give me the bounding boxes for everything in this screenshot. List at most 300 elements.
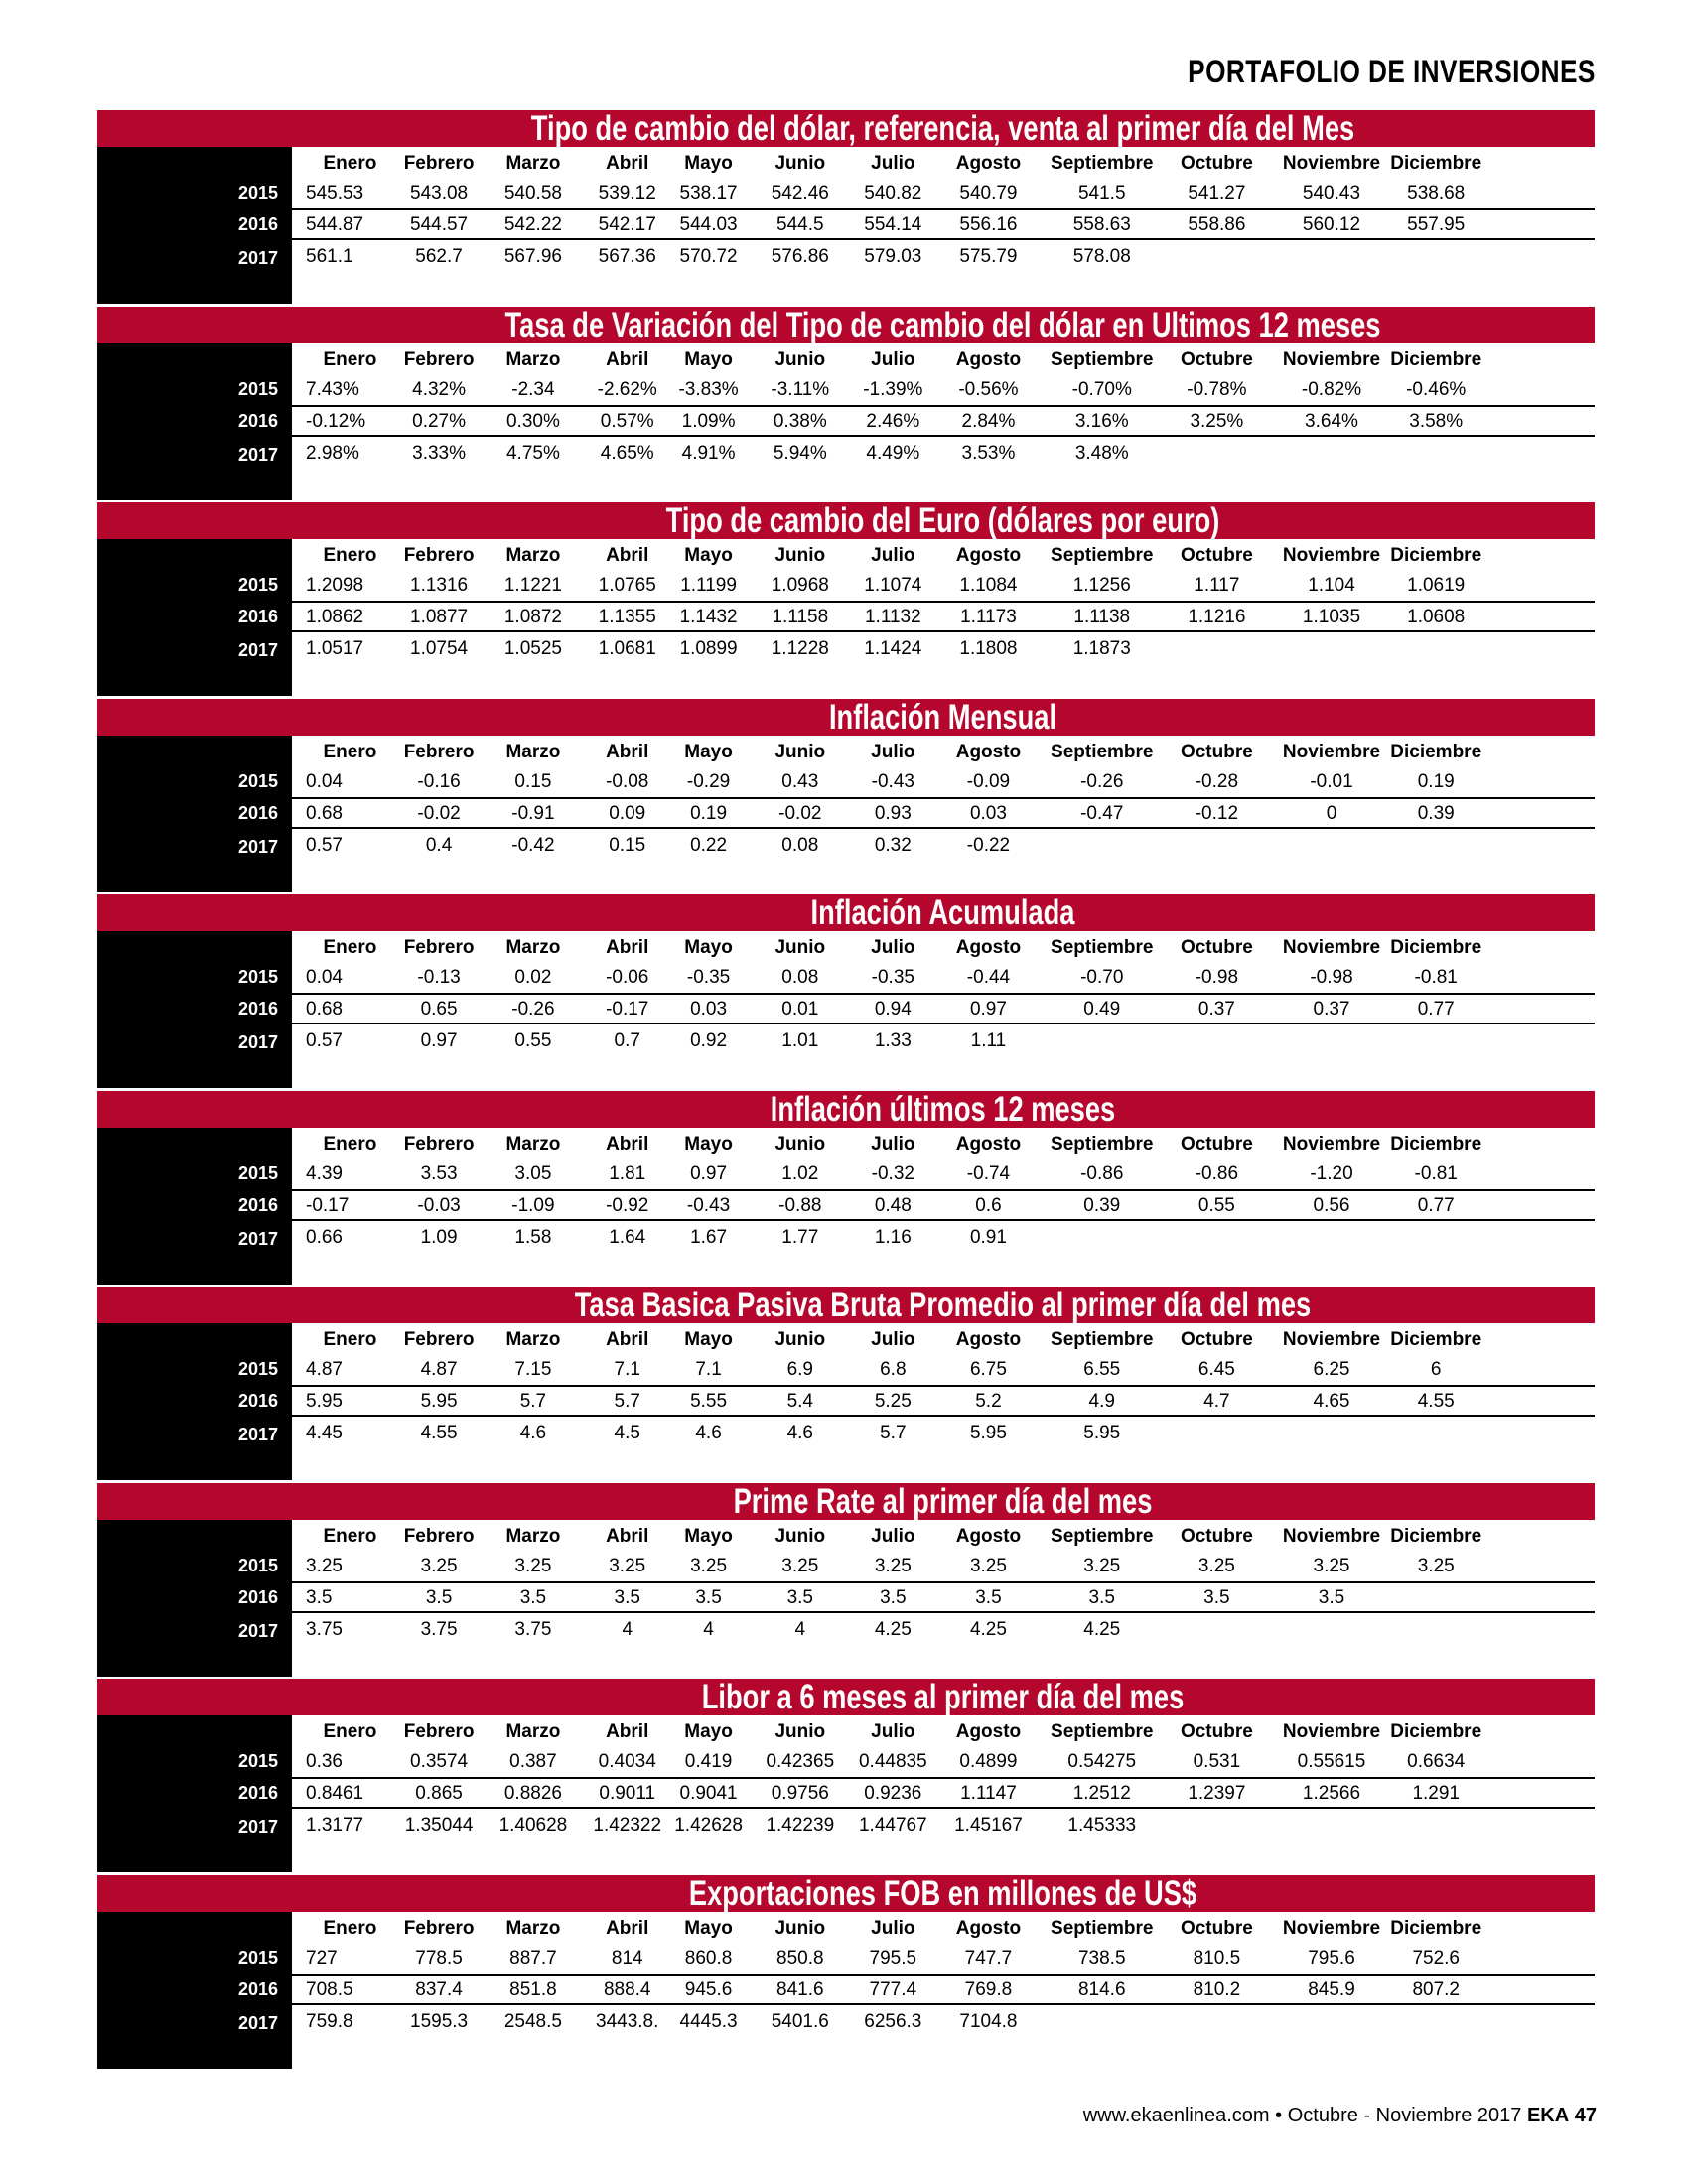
- table-cell: 0.68: [306, 999, 343, 1020]
- table-cell: 769.8: [964, 1979, 1013, 2000]
- month-header-row: [292, 736, 1595, 765]
- month-header: Agosto: [955, 1917, 1022, 1939]
- table-cell: -0.43: [686, 1194, 731, 1216]
- table-cell: 5.95: [420, 1391, 458, 1412]
- table-cell: 3.5: [519, 1586, 547, 1608]
- month-header: Febrero: [403, 937, 475, 958]
- month-header: Enero: [323, 153, 377, 174]
- table-cell: 6.25: [1313, 1359, 1350, 1380]
- table-cell: 0.03: [690, 999, 728, 1020]
- month-header: Noviembre: [1282, 545, 1381, 566]
- table-cell: [1159, 1613, 1275, 1647]
- data-section: [97, 1287, 1595, 1483]
- table-cell: -0.74: [966, 1162, 1011, 1184]
- month-header: Junio: [774, 937, 826, 958]
- month-header: Noviembre: [1282, 1721, 1381, 1742]
- month-header-row: [292, 931, 1595, 961]
- section-title-bar: [97, 1679, 1595, 1715]
- table-cell: 1.81: [609, 1162, 646, 1184]
- table-cell: -2.62%: [597, 378, 657, 400]
- table-cell: 1.1074: [864, 575, 922, 596]
- month-header: Octubre: [1180, 1917, 1253, 1939]
- table-cell: 0.43: [781, 770, 819, 792]
- table-cell: 0.30%: [505, 410, 560, 432]
- month-header: Octubre: [1180, 153, 1253, 174]
- month-header: Agosto: [955, 741, 1022, 762]
- month-header: Julio: [871, 1329, 915, 1350]
- table-cell: 860.8: [684, 1947, 733, 1969]
- section-title-bar: [97, 502, 1595, 539]
- year-label: 2017: [237, 2012, 278, 2033]
- table-cell: 1.01: [781, 1030, 819, 1051]
- table-cell: 837.4: [415, 1979, 463, 2000]
- month-header: Febrero: [403, 153, 475, 174]
- table-cell: 0.15: [609, 834, 646, 856]
- table-cell: [1371, 1221, 1500, 1255]
- table-cell: 3.16%: [1074, 410, 1129, 432]
- table-cell: 3.25: [420, 1555, 458, 1576]
- table-cell: [1159, 1809, 1275, 1843]
- table-cell: 6.55: [1083, 1359, 1121, 1380]
- table-cell: 0.38%: [773, 410, 827, 432]
- table-cell: 558.86: [1188, 214, 1246, 235]
- table-row: [292, 995, 1595, 1024]
- month-header: Mayo: [684, 1917, 733, 1939]
- month-header: Febrero: [403, 1133, 475, 1155]
- page-title: PORTAFOLIO DE INVERSIONES: [1188, 54, 1596, 89]
- table-cell: 0.37: [1313, 999, 1350, 1020]
- table-cell: 1.44767: [858, 1815, 927, 1836]
- year-label: 2015: [237, 1751, 278, 1771]
- table-cell: 1.58: [514, 1226, 552, 1248]
- month-header: Octubre: [1180, 1329, 1253, 1350]
- table-cell: -0.70%: [1071, 378, 1132, 400]
- table-cell: 0.44835: [858, 1751, 927, 1772]
- table-cell: 814.6: [1077, 1979, 1126, 2000]
- table-cell: 4.87: [306, 1359, 343, 1380]
- section-title-bar: [97, 307, 1595, 343]
- table-cell: 1.1138: [1073, 607, 1131, 627]
- table-row: [292, 1158, 1595, 1191]
- month-header: Abril: [606, 1329, 649, 1350]
- month-header: Octubre: [1180, 1525, 1253, 1547]
- month-header: Noviembre: [1282, 1133, 1381, 1155]
- footer-brand: EKA: [1526, 2105, 1570, 2126]
- table-cell: 6.8: [880, 1359, 907, 1380]
- year-column: [97, 539, 292, 696]
- table-cell: 1.0619: [1407, 575, 1466, 596]
- table-cell: 0.54275: [1067, 1751, 1137, 1772]
- month-header: Diciembre: [1390, 937, 1482, 958]
- table-cell: 7.1: [614, 1359, 640, 1380]
- table-cell: 738.5: [1077, 1947, 1126, 1969]
- table-cell: 3.5: [614, 1586, 640, 1608]
- month-header: Julio: [871, 153, 915, 174]
- table-cell: [1025, 1024, 1180, 1058]
- table-cell: 578.08: [1072, 246, 1131, 267]
- table-cell: 3.5: [880, 1586, 907, 1608]
- month-header: Septiembre: [1051, 348, 1154, 370]
- table-cell: -0.46%: [1406, 378, 1467, 400]
- table-cell: 5.55: [690, 1391, 728, 1412]
- footer-separator: •: [1275, 2105, 1283, 2126]
- table-cell: 567.96: [503, 246, 562, 267]
- table-cell: 0.57: [306, 1030, 343, 1051]
- table-cell: -0.17: [306, 1194, 350, 1216]
- section-title: Inflación últimos 12 meses: [770, 1089, 1116, 1129]
- month-header-row: [292, 1128, 1595, 1158]
- year-label: 2016: [237, 214, 278, 234]
- table-cell: 543.08: [410, 183, 469, 204]
- table-cell: [1159, 437, 1275, 471]
- table-cell: 544.5: [776, 214, 824, 235]
- table-cell: 538.17: [679, 183, 738, 204]
- table-cell: 1.40628: [498, 1815, 568, 1836]
- table-cell: 541.5: [1077, 183, 1126, 204]
- month-header: Octubre: [1180, 1721, 1253, 1742]
- table-cell: 3.5: [306, 1586, 333, 1608]
- table-cell: -0.56%: [958, 378, 1019, 400]
- month-header: Julio: [871, 1917, 915, 1939]
- month-header: Septiembre: [1051, 937, 1154, 958]
- table-cell: -0.26: [511, 999, 555, 1020]
- month-header: Marzo: [505, 1525, 561, 1547]
- month-header: Marzo: [505, 545, 561, 566]
- table-cell: 1.42322: [593, 1815, 662, 1836]
- year-label: 2016: [237, 802, 278, 823]
- table-cell: 1.1173: [960, 607, 1017, 627]
- table-row: [292, 1221, 1595, 1255]
- table-cell: -0.78%: [1187, 378, 1247, 400]
- month-header: Enero: [323, 937, 377, 958]
- table-cell: 3.75: [514, 1618, 552, 1640]
- table-cell: 3.33%: [412, 442, 467, 464]
- table-cell: 1.1873: [1072, 638, 1131, 659]
- month-header: Abril: [606, 741, 649, 762]
- table-cell: -0.01: [1310, 770, 1353, 792]
- table-cell: 4.6: [786, 1423, 813, 1443]
- table-cell: 1.104: [1308, 575, 1355, 596]
- table-cell: 5.95: [1083, 1423, 1121, 1443]
- table-cell: 5.7: [880, 1423, 907, 1443]
- table-cell: 1.2397: [1188, 1783, 1246, 1804]
- table-cell: 0.02: [514, 967, 552, 988]
- table-cell: 5.95: [306, 1391, 343, 1412]
- table-cell: 0.04: [306, 770, 343, 792]
- table-row: [292, 1942, 1595, 1976]
- month-header: Diciembre: [1390, 1917, 1482, 1939]
- table-cell: [1371, 1583, 1500, 1613]
- table-cell: 1.1424: [864, 638, 922, 659]
- data-section: [97, 1483, 1595, 1680]
- table-cell: 7.15: [514, 1359, 552, 1380]
- table-cell: 752.6: [1412, 1947, 1460, 1969]
- table-cell: 3.25: [781, 1555, 819, 1576]
- data-section: [97, 1875, 1595, 2072]
- month-header: Marzo: [505, 1721, 561, 1742]
- table-cell: 561.1: [306, 246, 353, 267]
- table-cell: 0.19: [1417, 770, 1455, 792]
- table-cell: 0.49: [1083, 999, 1121, 1020]
- month-header: Julio: [871, 348, 915, 370]
- month-header: Diciembre: [1390, 1329, 1482, 1350]
- table-cell: 5.94%: [773, 442, 827, 464]
- table-cell: 887.7: [509, 1947, 557, 1969]
- month-header: Enero: [323, 741, 377, 762]
- table-cell: 1.117: [1194, 575, 1240, 596]
- month-header: Octubre: [1180, 348, 1253, 370]
- table-cell: -0.13: [417, 967, 461, 988]
- table-cell: -0.86: [1080, 1162, 1124, 1184]
- table-cell: 4.91%: [681, 442, 736, 464]
- table-cell: 0.4899: [959, 1751, 1018, 1772]
- table-cell: 4.25: [969, 1618, 1007, 1640]
- table-cell: 1.0754: [410, 638, 469, 659]
- table-cell: 4.55: [420, 1423, 458, 1443]
- table-cell: 0.9011: [599, 1783, 656, 1804]
- month-header: Noviembre: [1282, 741, 1381, 762]
- table-cell: 3.5: [695, 1586, 722, 1608]
- year-label: 2016: [237, 1194, 278, 1215]
- table-cell: 0.92: [690, 1030, 728, 1051]
- month-header: Enero: [323, 1721, 377, 1742]
- section-title-bar: [97, 110, 1595, 147]
- table-cell: 0.77: [1417, 1194, 1455, 1216]
- table-cell: 0.04: [306, 967, 343, 988]
- month-header: Mayo: [684, 1329, 733, 1350]
- table-cell: 541.27: [1188, 183, 1246, 204]
- table-row: [292, 1024, 1595, 1058]
- table-cell: 3.25: [1417, 1555, 1455, 1576]
- table-cell: -0.43: [871, 770, 914, 792]
- month-header: Abril: [606, 153, 649, 174]
- year-label: 2016: [237, 410, 278, 431]
- month-header: Agosto: [955, 348, 1022, 370]
- table-cell: -1.20: [1310, 1162, 1353, 1184]
- table-cell: 4: [794, 1618, 806, 1640]
- table-cell: 795.5: [869, 1947, 917, 1969]
- table-cell: 850.8: [776, 1947, 824, 1969]
- table-cell: -0.32: [871, 1162, 914, 1184]
- table-cell: 0.9756: [771, 1783, 829, 1804]
- table-cell: 3.25: [969, 1555, 1007, 1576]
- table-cell: -0.98: [1195, 967, 1239, 988]
- table-row: [292, 177, 1595, 210]
- table-cell: 0.48: [874, 1194, 912, 1216]
- table-cell: 570.72: [679, 246, 738, 267]
- table-cell: 1.1158: [772, 607, 829, 627]
- data-section: [97, 1091, 1595, 1288]
- data-section: [97, 110, 1595, 307]
- table-cell: 7104.8: [959, 2010, 1018, 2032]
- table-cell: 540.43: [1302, 183, 1361, 204]
- table-cell: 560.12: [1302, 214, 1361, 235]
- table-cell: 0.387: [509, 1751, 557, 1772]
- table-cell: 0.27%: [412, 410, 467, 432]
- month-header: Septiembre: [1051, 1329, 1154, 1350]
- table-cell: -0.88: [778, 1194, 822, 1216]
- table-cell: 1.0968: [771, 575, 829, 596]
- table-cell: 4.75%: [505, 442, 560, 464]
- table-cell: 3443.8.: [596, 2010, 659, 2032]
- table-cell: 1.1316: [410, 575, 469, 596]
- month-header: Noviembre: [1282, 1917, 1381, 1939]
- month-header: Septiembre: [1051, 1133, 1154, 1155]
- table-cell: -0.02: [778, 802, 822, 824]
- month-header: Mayo: [684, 1721, 733, 1742]
- table-cell: 888.4: [603, 1979, 651, 2000]
- table-cell: 556.16: [959, 214, 1018, 235]
- sections-container: [97, 110, 1595, 2071]
- table-cell: 6256.3: [864, 2010, 922, 2032]
- month-header: Enero: [323, 1133, 377, 1155]
- month-header: Agosto: [955, 1721, 1022, 1742]
- table-cell: [1371, 437, 1500, 471]
- year-label: 2016: [237, 999, 278, 1019]
- month-header: Mayo: [684, 348, 733, 370]
- table-cell: 1.291: [1412, 1783, 1460, 1804]
- table-cell: -0.03: [417, 1194, 461, 1216]
- table-cell: 4: [703, 1618, 714, 1640]
- table-cell: 3.53: [420, 1162, 458, 1184]
- month-header: Febrero: [403, 348, 475, 370]
- table-cell: 0.55615: [1297, 1751, 1366, 1772]
- month-header: Abril: [606, 545, 649, 566]
- table-cell: -2.34: [511, 378, 555, 400]
- table-cell: 0.6: [975, 1194, 1002, 1216]
- table-cell: 1.1216: [1188, 607, 1246, 627]
- table-cell: 1.77: [781, 1226, 819, 1248]
- month-header: Diciembre: [1390, 153, 1482, 174]
- month-header: Mayo: [684, 937, 733, 958]
- table-cell: 5.7: [614, 1391, 640, 1412]
- table-cell: 1.1432: [679, 607, 738, 627]
- table-cell: 3.5: [1088, 1586, 1115, 1608]
- table-row: [292, 961, 1595, 995]
- year-label: 2015: [237, 575, 278, 595]
- table-cell: 3.25%: [1190, 410, 1244, 432]
- month-header: Febrero: [403, 1329, 475, 1350]
- table-cell: 4.32%: [412, 378, 467, 400]
- table-cell: 4.6: [695, 1423, 722, 1443]
- section-title-bar: [97, 1875, 1595, 1912]
- table-cell: 1.0681: [598, 638, 656, 659]
- month-header: Marzo: [505, 1917, 561, 1939]
- year-label: 2016: [237, 1783, 278, 1803]
- table-cell: 0.15: [514, 770, 552, 792]
- footer-site[interactable]: www.ekaenlinea.com: [1082, 2105, 1270, 2126]
- table-cell: 3.5: [425, 1586, 453, 1608]
- month-header: Septiembre: [1051, 1917, 1154, 1939]
- table-cell: 557.95: [1407, 214, 1466, 235]
- table-cell: 0.19: [690, 802, 728, 824]
- year-column: [97, 1128, 292, 1285]
- table-row: [292, 1353, 1595, 1387]
- year-label: 2016: [237, 1979, 278, 1999]
- table-cell: [1159, 1417, 1275, 1450]
- month-header: Diciembre: [1390, 741, 1482, 762]
- table-cell: 1.0765: [598, 575, 656, 596]
- table-cell: 1.42628: [674, 1815, 743, 1836]
- month-header-row: [292, 147, 1595, 177]
- year-label: 2015: [237, 1947, 278, 1968]
- month-header: Marzo: [505, 937, 561, 958]
- table-cell: 1.1808: [959, 638, 1018, 659]
- month-header: Febrero: [403, 1525, 475, 1547]
- table-cell: 1.1199: [680, 575, 737, 596]
- table-cell: 0.22: [690, 834, 728, 856]
- month-header: Junio: [774, 1525, 826, 1547]
- table-cell: 841.6: [776, 1979, 824, 2000]
- table-cell: 562.7: [415, 246, 463, 267]
- table-cell: 814: [611, 1947, 643, 1969]
- table-cell: -0.17: [606, 999, 649, 1020]
- table-cell: -0.35: [871, 967, 914, 988]
- table-cell: [1159, 829, 1275, 863]
- section-title-bar: [97, 894, 1595, 931]
- month-header: Enero: [323, 545, 377, 566]
- table-row: [292, 1417, 1595, 1450]
- table-cell: [1371, 632, 1500, 666]
- month-header: Junio: [774, 1721, 826, 1742]
- table-cell: 0.7: [614, 1030, 640, 1051]
- table-cell: -0.70: [1080, 967, 1124, 988]
- table-row: [292, 1191, 1595, 1221]
- month-header-row: [292, 1912, 1595, 1942]
- month-header: Diciembre: [1390, 1133, 1482, 1155]
- table-cell: -0.09: [966, 770, 1011, 792]
- table-cell: 1.2098: [306, 575, 364, 596]
- table-cell: 544.03: [679, 214, 738, 235]
- table-cell: 0.531: [1193, 1751, 1241, 1772]
- table-cell: 538.68: [1407, 183, 1466, 204]
- month-header: Julio: [871, 1133, 915, 1155]
- table-cell: 6.75: [969, 1359, 1007, 1380]
- month-header: Septiembre: [1051, 1721, 1154, 1742]
- month-header: Julio: [871, 1721, 915, 1742]
- data-section: [97, 699, 1595, 895]
- table-cell: 0.8826: [503, 1783, 562, 1804]
- table-cell: 1.02: [781, 1162, 819, 1184]
- year-label: 2017: [237, 1425, 278, 1444]
- table-cell: 3.25: [306, 1555, 343, 1576]
- table-row: [292, 1976, 1595, 2005]
- table-cell: 3.75: [306, 1618, 343, 1640]
- table-cell: 0.08: [781, 834, 819, 856]
- section-title-bar: [97, 699, 1595, 736]
- table-cell: 4.5: [614, 1423, 640, 1443]
- table-cell: -1.09: [511, 1194, 555, 1216]
- table-cell: 3.25: [874, 1555, 912, 1576]
- section-title: Tipo de cambio del Euro (dólares por euro): [665, 501, 1220, 540]
- table-row: [292, 1613, 1595, 1647]
- table-cell: 1.45333: [1067, 1815, 1137, 1836]
- table-cell: -0.22: [966, 834, 1011, 856]
- table-row: [292, 1745, 1595, 1779]
- year-label: 2015: [237, 1359, 278, 1379]
- month-header: Agosto: [955, 545, 1022, 566]
- table-cell: 1.1147: [960, 1783, 1017, 1804]
- month-header: Mayo: [684, 153, 733, 174]
- month-header: Febrero: [403, 1917, 475, 1939]
- section-title: Exportaciones FOB en millones de US$: [688, 1873, 1197, 1913]
- month-header: Diciembre: [1390, 545, 1482, 566]
- table-cell: 0.08: [781, 967, 819, 988]
- table-cell: 708.5: [306, 1979, 353, 2000]
- table-cell: [1371, 1024, 1500, 1058]
- table-cell: 0.91: [969, 1226, 1007, 1248]
- table-cell: 558.63: [1072, 214, 1131, 235]
